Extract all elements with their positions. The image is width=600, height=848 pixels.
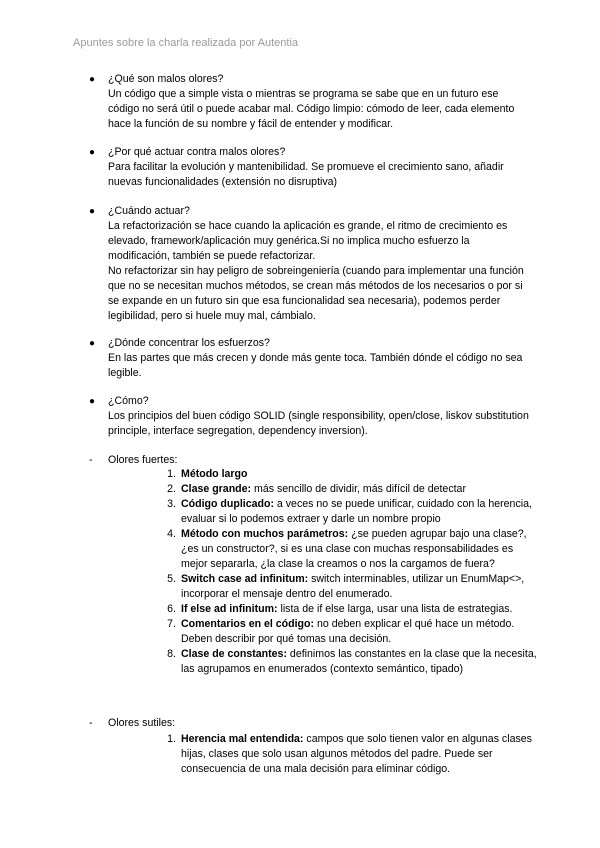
section-title: ¿Por qué actuar contra malos olores?	[108, 146, 286, 158]
smell-term: Método con muchos parámetros:	[181, 528, 349, 540]
smell-desc: más sencillo de dividir, más difícil de detectar	[251, 483, 466, 495]
smell-desc: a veces no se puede unificar, cuidado con la herencia, evaluar si lo podemos extraer y darle un nombre propio	[181, 498, 532, 525]
section-paragraph: En las partes que más crecen y donde más gente toca. También dónde el código no sea legible.	[108, 352, 523, 379]
smell-term: Switch case ad infinitum:	[181, 573, 309, 585]
section-paragraph: Un código que a simple vista o mientras se programa se sabe que en un futuro ese código no será útil o puede acabar mal. Código limpio: cómodo de leer, cada elemento hace la función de su nombre y fácil de entender y modificar.	[108, 88, 515, 130]
section-title: ¿Qué son malos olores?	[108, 73, 224, 85]
list-item: 6. If else ad infinitum: lista de if else larga, usar una lista de estrategias.	[167, 603, 513, 615]
section-title: ¿Dónde concentrar los esfuerzos?	[108, 337, 270, 349]
section-what-are-smells	[89, 72, 529, 132]
bullet-icon: ●	[89, 147, 96, 158]
strong-smells-title: Olores fuertes:	[108, 454, 178, 466]
section-paragraph: Para facilitar la evolución y mantenibilidad. Se promueve el crecimiento sano, añadir nuevas funcionalidades (extensión no disruptiva)	[108, 161, 504, 188]
section-why-act	[89, 145, 529, 190]
list-item: 7. Comentarios en el código: no deben explicar el qué hace un método. Deben describir por qué tomas una decisión.	[167, 618, 515, 645]
smell-term: Método largo	[181, 468, 248, 480]
list-item: 3. Código duplicado: a veces no se puede unificar, cuidado con la herencia, evaluar si lo podemos extraer y darle un nombre propio	[167, 498, 532, 525]
smell-term: Clase grande:	[181, 483, 252, 495]
subtle-smells-list	[162, 732, 532, 777]
list-item: 8. Clase de constantes: definimos las constantes en la clase que la necesita, las agrupamos en enumerados (contexto semántico, tipado)	[167, 648, 537, 675]
smell-desc: switch interminables, utilizar un EnumMap<>, incorporar el mensaje dentro del enumerado.	[181, 573, 525, 600]
list-item: 4. Método con muchos parámetros: ¿se pueden agrupar bajo una clase?, ¿es un constructor?, si es una clase con muchas responsabilidades es mejor separarla, ¿la clase la creamos o nos la cargamos de fuera?	[167, 528, 527, 570]
smell-term: Herencia mal entendida:	[181, 733, 304, 745]
smell-desc: definimos las constantes en la clase que la necesita, las agrupamos en enumerados (contexto semántico, tipado)	[181, 648, 537, 675]
bullet-icon: ●	[89, 206, 96, 217]
smell-desc: campos que solo tienen valor en algunas clases hijas, clases que solo usan algunos métodos del padre. Puede ser consecuencia de una mala decisión para eliminar código.	[181, 733, 532, 775]
list-item: 1. Método largo	[167, 468, 248, 480]
dash-icon: -	[89, 454, 93, 466]
section-paragraph: La refactorización se hace cuando la aplicación es grande, el ritmo de crecimiento es elevado, framework/aplicación muy genérica.Si no implica mucho esfuerzo la modificación, también se puede refactorizar.	[108, 220, 508, 262]
subtle-smells-title: Olores sutiles:	[108, 717, 176, 729]
bullet-icon: ●	[89, 396, 96, 407]
smell-term: Clase de constantes:	[181, 648, 287, 660]
section-when-act	[89, 204, 529, 324]
section-title: ¿Cuándo actuar?	[108, 205, 190, 217]
smell-term: Código duplicado:	[181, 498, 274, 510]
section-title: ¿Cómo?	[108, 395, 149, 407]
document-header: Apuntes sobre la charla realizada por Autentia	[73, 37, 299, 49]
bullet-icon: ●	[89, 338, 96, 349]
subtle-smells-heading	[89, 716, 175, 731]
smell-desc: lista de if else larga, usar una lista de estrategias.	[277, 603, 513, 615]
smell-term: Comentarios en el código:	[181, 618, 315, 630]
smell-desc: ¿se pueden agrupar bajo una clase?, ¿es un constructor?, si es una clase con muchas responsabilidades es mejor separarla, ¿la clase la creamos o nos la cargamos de fuera?	[181, 528, 527, 570]
section-where-focus	[89, 336, 529, 381]
dash-icon: -	[89, 717, 93, 729]
section-paragraph: No refactorizar sin hay peligro de sobreingeniería (cuando para implementar una función que no se necesitan muchos métodos, se crean más métodos de los necesarios o por si se expande en un futuro sin que esa funcionalidad sea necesaria), podemos perder legibilidad, pero si huele muy mal, cámbialo.	[108, 265, 524, 322]
list-item: 5. Switch case ad infinitum: switch interminables, utilizar un EnumMap<>, incorporar el mensaje dentro del enumerado.	[167, 573, 525, 600]
bullet-icon: ●	[89, 74, 96, 85]
smell-term: If else ad infinitum:	[181, 603, 278, 615]
smell-desc: no deben explicar el qué hace un método. Deben describir por qué tomas una decisión.	[181, 618, 515, 645]
strong-smells-heading	[89, 453, 177, 468]
section-how	[89, 394, 529, 439]
section-paragraph: Los principios del buen código SOLID (single responsibility, open/close, liskov substitution principle, interface segregation, dependency inversion).	[108, 410, 529, 437]
list-item: 2. Clase grande: más sencillo de dividir, más difícil de detectar	[167, 483, 466, 495]
list-item: 1. Herencia mal entendida: campos que solo tienen valor en algunas clases hijas, clases que solo usan algunos métodos del padre. Puede ser consecuencia de una mala decisión para eliminar código.	[167, 733, 532, 775]
strong-smells-list	[162, 467, 537, 677]
